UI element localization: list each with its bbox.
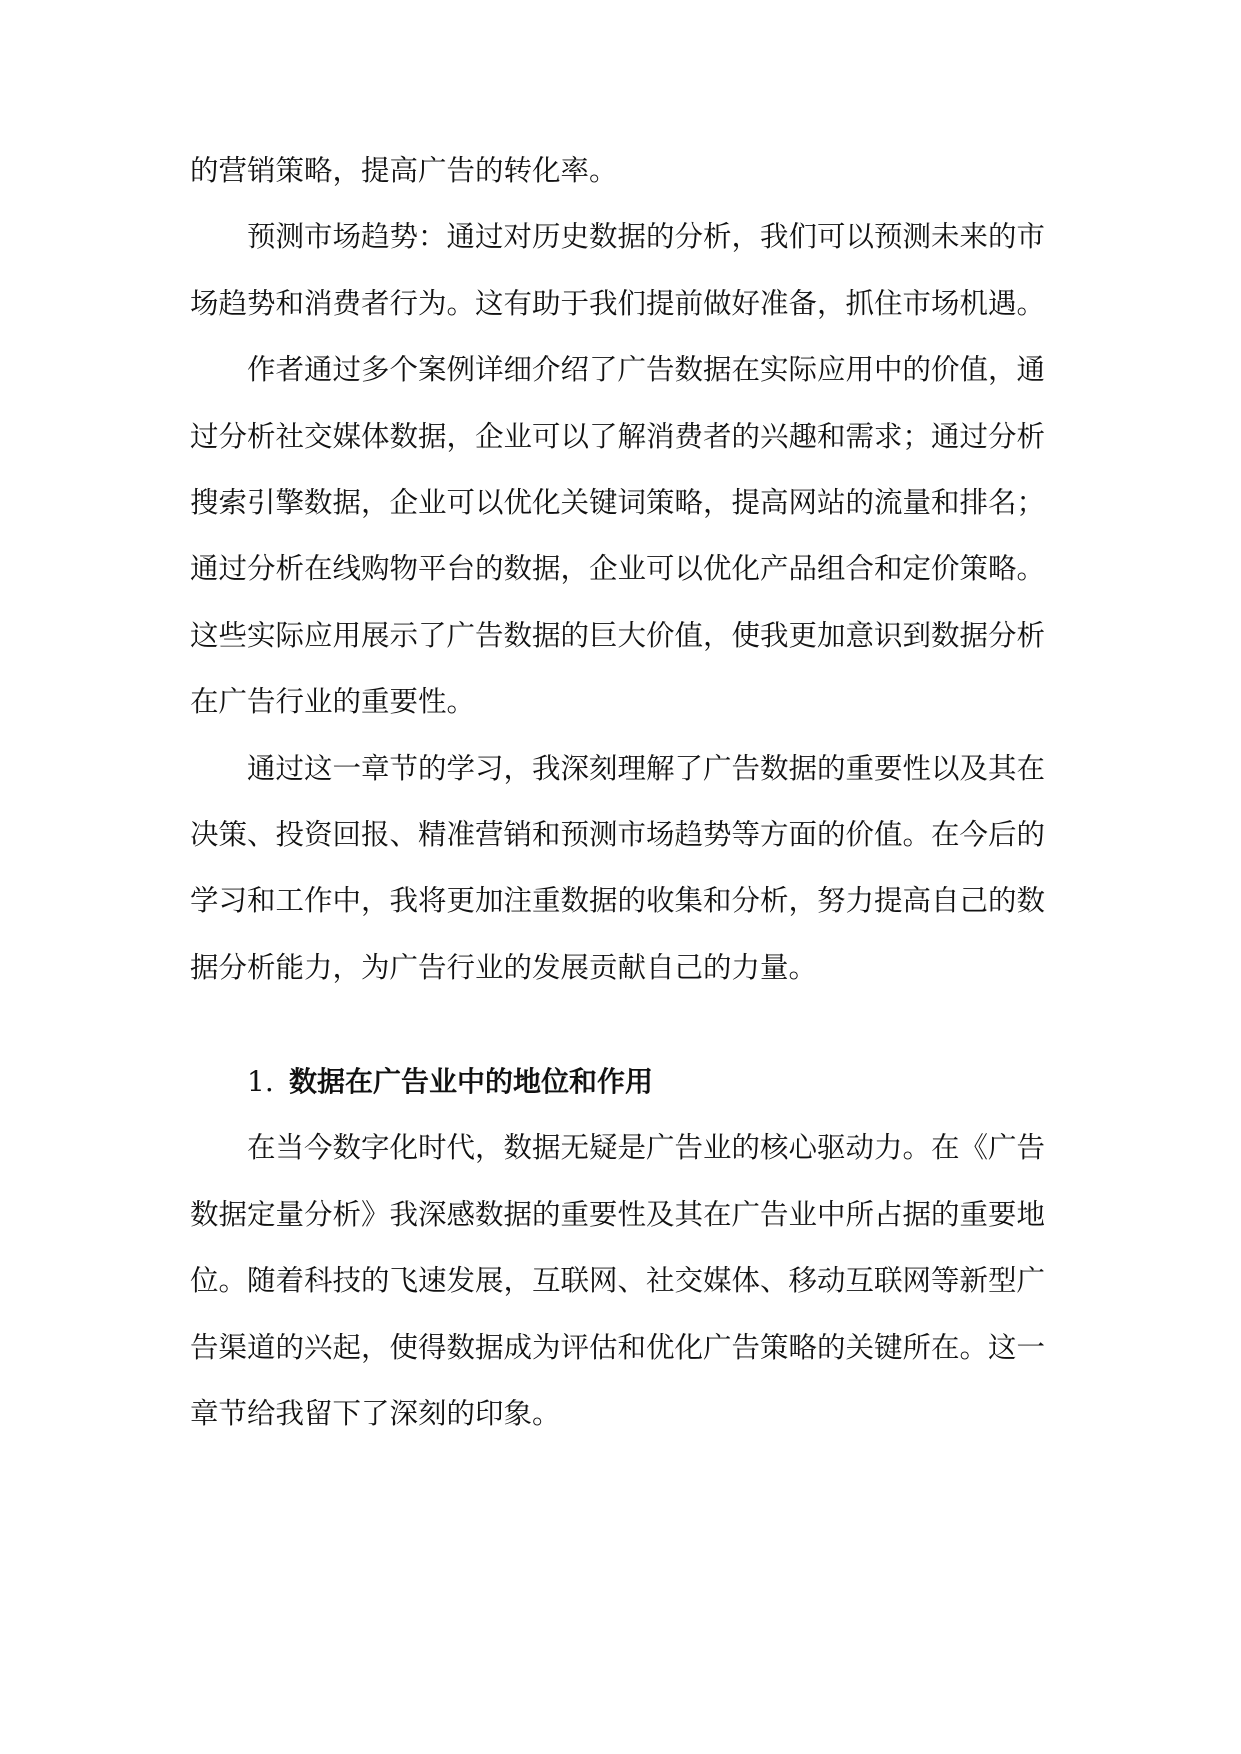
text-line: 作者通过多个案例详细介绍了广告数据在实际应用中的价值，通: [247, 353, 1046, 387]
section-title: 数据在广告业中的地位和作用: [289, 1065, 654, 1099]
text-line: 预测市场趋势：通过对历史数据的分析，我们可以预测未来的市: [247, 220, 1046, 254]
text-line: 学习和工作中，我将更加注重数据的收集和分析，努力提高自己的数: [190, 884, 1046, 918]
text-line: 在当今数字化时代，数据无疑是广告业的核心驱动力。在《广告: [247, 1131, 1046, 1165]
paragraph-case-studies: [190, 337, 1070, 735]
text-line: 告渠道的兴起，使得数据成为评估和优化广告策略的关键所在。这一: [190, 1330, 1046, 1364]
text-line: 场趋势和消费者行为。这有助于我们提前做好准备，抓住市场机遇。: [190, 286, 1046, 320]
text-line: 过分析社交媒体数据，企业可以了解消费者的兴趣和需求；通过分析: [190, 419, 1046, 453]
text-line: 通过分析在线购物平台的数据，企业可以优化产品组合和定价策略。: [190, 552, 1046, 586]
text-line: 搜索引擎数据，企业可以优化关键词策略，提高网站的流量和排名；: [190, 485, 1046, 519]
paragraph-market-trend: [190, 204, 1070, 337]
section-spacer: [190, 1001, 1070, 1049]
text-line: 这些实际应用展示了广告数据的巨大价值，使我更加意识到数据分析: [190, 618, 1046, 652]
text-line: 的营销策略，提高广告的转化率。: [190, 154, 618, 187]
text-line: 位。随着科技的飞速发展，互联网、社交媒体、移动互联网等新型广: [190, 1264, 1046, 1298]
paragraph-continuation: [190, 138, 1070, 204]
text-line: 据分析能力，为广告行业的发展贡献自己的力量。: [190, 950, 818, 984]
text-line: 通过这一章节的学习，我深刻理解了广告数据的重要性以及其在: [247, 751, 1046, 785]
document-body: [190, 138, 1070, 1447]
section-number: 1.: [247, 1065, 274, 1099]
paragraph-data-role: [190, 1115, 1070, 1447]
text-line: 数据定量分析》我深感数据的重要性及其在广告业中所占据的重要地: [190, 1197, 1046, 1231]
paragraph-chapter-summary: [190, 736, 1070, 1002]
text-line: 章节给我留下了深刻的印象。: [190, 1397, 561, 1431]
text-line: 决策、投资回报、精准营销和预测市场趋势等方面的价值。在今后的: [190, 817, 1046, 851]
text-line: 在广告行业的重要性。: [190, 685, 476, 719]
section-heading: [190, 1049, 1070, 1115]
